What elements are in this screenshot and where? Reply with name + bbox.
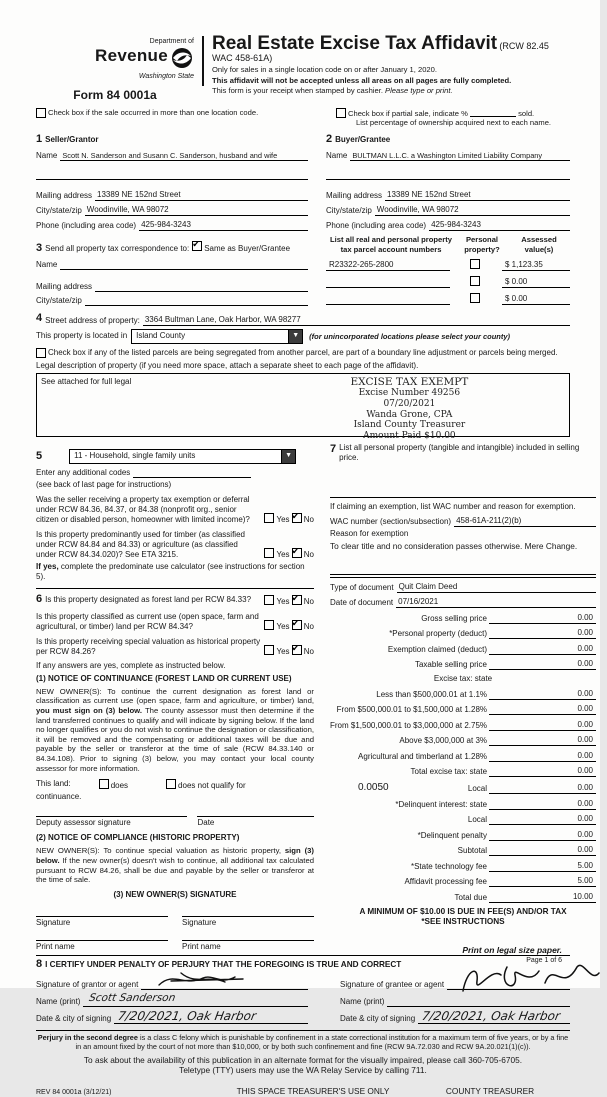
personal-property-checkbox-2[interactable]	[470, 276, 480, 286]
agricultural-value[interactable]: 0.00	[547, 751, 596, 762]
total-due-value[interactable]: 10.00	[547, 892, 596, 903]
county-treasurer: COUNTY TREASURER	[445, 1085, 535, 1096]
form-rcw: (RCW 82.45 WAC 458-61A)	[212, 41, 549, 63]
seller-name-field[interactable]: Scott N. Sanderson and Susann C. Sanderson, husband and wife	[60, 151, 308, 161]
notice2-pre: NEW OWNER(S): To continue special valuation as historic property,	[36, 846, 285, 856]
county-note: (for unincorporated locations please select your county)	[309, 331, 511, 341]
section1-number: 1	[36, 133, 43, 146]
land-does-not-label: does not qualify for	[178, 781, 246, 791]
s5q1-yes-checkbox[interactable]	[264, 513, 274, 523]
partial-sale-percent-field[interactable]	[470, 108, 516, 117]
s5q2-yes-label: Yes	[276, 549, 290, 559]
stamp-line-6: Amount Paid $10.00	[363, 430, 456, 441]
personal-property-checkbox-3[interactable]	[470, 293, 480, 303]
print-name-label-2: Print name	[182, 941, 221, 951]
taxable-selling-price-value[interactable]: 0.00	[547, 659, 596, 670]
rev-number: REV 84 0001a (3/12/21)	[36, 1088, 112, 1096]
tier2-label: From $500,000.01 to $1,500,000 at 1.28%	[336, 705, 488, 715]
assessed-value-field-3[interactable]: $ 0.00	[502, 294, 570, 305]
s5q1-no-label: No	[303, 514, 314, 524]
grantor-name-print-label: Name (print)	[36, 996, 81, 1006]
state-technology-fee-value[interactable]: 5.00	[547, 861, 596, 872]
buyer-phone-field[interactable]: 425-984-3243	[429, 220, 570, 231]
local2-label: Local	[467, 815, 488, 825]
seller-phone-label: Phone (including area code)	[36, 221, 137, 231]
local-label: Local	[467, 784, 488, 794]
land-does-not-checkbox[interactable]	[166, 779, 176, 789]
s6q1-yes-checkbox[interactable]	[264, 595, 274, 605]
section4-number: 4	[36, 312, 43, 325]
parcel-col1-header: List all real and personal property tax parcel account numbers	[330, 235, 452, 254]
section3-mailing-field[interactable]	[95, 282, 308, 292]
section5-number: 5	[36, 449, 43, 462]
dor-swirl-icon	[170, 47, 194, 72]
reason-exemption-extra-line[interactable]	[330, 565, 596, 575]
exemption-claimed-label: Exemption claimed (deduct)	[387, 644, 488, 654]
grantor-date-city-label: Date & city of signing	[36, 1013, 112, 1023]
buyer-city-field[interactable]: Woodinville, WA 98072	[375, 205, 570, 216]
buyer-name-field[interactable]: BULTMAN L.L.C. a Washington Limited Liability Company	[350, 151, 570, 161]
subtitle-1: Only for sales in a single location code on or after January 1, 2020.	[212, 65, 437, 75]
land-does-checkbox[interactable]	[99, 779, 109, 789]
tier4-label: Above $3,000,000 at 3%	[399, 736, 488, 746]
seller-city-field[interactable]: Woodinville, WA 98072	[85, 205, 308, 216]
section5-q1-text: Was the seller receiving a property tax exemption or deferral under RCW 84.36, 84.37, or 84.38 (nonprofit org., senior citizen or disabled person, homeowner with limited income)?	[36, 494, 250, 524]
use-code-select[interactable]	[69, 449, 296, 464]
grantor-date-city-field[interactable]	[114, 1008, 308, 1024]
stamp-line-4: Wanda Grone, CPA	[366, 409, 453, 420]
section1-title: Seller/Grantor	[45, 135, 99, 145]
buyer-city-label: City/state/zip	[326, 206, 372, 216]
wac-field[interactable]: 458-61A-211(2)(b)	[454, 516, 596, 527]
s6q2-yes-checkbox[interactable]	[264, 620, 274, 630]
logo-washington-state: Washington State	[138, 72, 194, 80]
section6-q1-text: Is this property designated as forest land per RCW 84.33?	[45, 594, 252, 604]
s6q3-no-label: No	[303, 646, 314, 656]
partial-sale-suffix: sold.	[518, 108, 535, 118]
same-as-buyer-checkbox[interactable]	[192, 241, 202, 251]
this-land-label: This land:	[36, 779, 71, 789]
section3-city-field[interactable]	[85, 296, 308, 306]
notice1-pre: NEW OWNER(S): To continue the current designation as forest land or classification as current use (open space, farm and agriculture, or timber) land,	[36, 686, 314, 706]
print-legal-note: Print on legal size paper.	[462, 944, 562, 955]
s5q2-yes-checkbox[interactable]	[264, 548, 274, 558]
buyer-name-label: Name	[326, 151, 348, 161]
new-owner-signature-1[interactable]	[36, 916, 168, 928]
s6q2-no-checkbox[interactable]	[292, 620, 302, 630]
new-owner-printname-1[interactable]	[36, 940, 168, 952]
section6-q2-text: Is this property classified as current use (open space, farm and agricultural, or timber) land per RCW 84.34?	[36, 611, 259, 631]
section3-mailing-label: Mailing address	[36, 282, 93, 292]
form-number: Form 84 0001a	[73, 87, 157, 102]
section3-name-label: Name	[36, 260, 58, 270]
stamp-line-1: EXCISE TAX EXEMPT	[350, 375, 469, 388]
section3-label: Send all property tax correspondence to:	[45, 244, 190, 254]
gross-selling-price-label: Gross selling price	[421, 613, 488, 623]
section6-note: If any answers are yes, complete as instructed below.	[36, 660, 226, 670]
total-excise-state-value[interactable]: 0.00	[547, 766, 596, 777]
buyer-mailing-field[interactable]: 13389 NE 152nd Street	[385, 190, 570, 201]
stamp-line-2: Excise Number 49256	[358, 388, 461, 399]
section7-label: List all personal property (tangible and intangible) included in selling price.	[339, 442, 580, 462]
agricultural-label: Agricultural and timberland at 1.28%	[358, 751, 488, 761]
parcel-row	[326, 276, 570, 288]
local2-value[interactable]: 0.00	[547, 814, 596, 825]
section2-number: 2	[326, 133, 333, 146]
stamp-line-5: Island County Treasurer	[353, 420, 466, 431]
perjury-bold: Perjury in the second degree	[37, 1032, 138, 1042]
grantor-date-handwriting: 7/20/2021, Oak Harbor	[117, 1008, 258, 1023]
wac-label: WAC number (section/subsection)	[330, 516, 452, 526]
buyer-phone-label: Phone (including area code)	[326, 221, 427, 231]
additional-codes-note: (see back of last page for instructions)	[36, 479, 172, 489]
s6q1-no-checkbox[interactable]	[292, 595, 302, 605]
tier1-value[interactable]: 0.00	[547, 689, 596, 700]
tier1-label: Less than $500,000.01 at 1.1%	[376, 689, 488, 699]
grantor-signature-field[interactable]	[141, 980, 308, 990]
subtitle-3: This form is your receipt when stamped by cashier.	[212, 86, 386, 96]
header-divider	[202, 36, 204, 86]
alt-format-note: To ask about the availability of this publication in an alternate format for the visually impaired, please call 360-705-6705. Teletype (TTY) users may use the WA Relay Service by calling 711.	[83, 1054, 523, 1076]
see-instructions-note: *SEE INSTRUCTIONS	[421, 917, 505, 927]
notice1-bold: you must sign on (3) below.	[36, 705, 142, 715]
personal-property-checkbox-1[interactable]	[470, 259, 480, 269]
grantee-date-city-field[interactable]	[418, 1008, 570, 1024]
street-address-field[interactable]: 3364 Bultman Lane, Oak Harbor, WA 98277	[143, 315, 570, 326]
section2-title: Buyer/Grantee	[335, 135, 391, 145]
seller-mailing-label: Mailing address	[36, 191, 93, 201]
parcel-number-field-2[interactable]	[326, 278, 450, 288]
deputy-date-label: Date	[197, 818, 215, 828]
partial-sale-note: List percentage of ownership acquired next to each name.	[356, 117, 552, 127]
subtotal-label: Subtotal	[457, 846, 488, 856]
notice1-title: (1) NOTICE OF CONTINUANCE (FOREST LAND OR CURRENT USE)	[36, 673, 292, 683]
doc-type-label: Type of document	[330, 583, 394, 593]
use-code-dropdown-arrow-icon[interactable]: ▼	[281, 450, 295, 463]
s6q3-yes-checkbox[interactable]	[264, 645, 274, 655]
doc-date-label: Date of document	[330, 598, 394, 608]
use-code-value: 11 - Household, single family units	[74, 450, 196, 460]
notice2-bold: sign (3) below.	[36, 846, 314, 865]
s5q1-yes-label: Yes	[276, 514, 290, 524]
additional-codes-field[interactable]	[133, 468, 251, 478]
local-value[interactable]: 0.00	[547, 783, 596, 794]
assessed-value-field[interactable]: $ 1,123.35	[502, 260, 570, 271]
s5q1-no-checkbox[interactable]	[292, 513, 302, 523]
subtitle-3-italic: Please type or print.	[385, 86, 453, 96]
delinquent-interest-state-value[interactable]: 0.00	[547, 799, 596, 810]
tier3-label: From $1,500,000.01 to $3,000,000 at 2.75%	[330, 720, 488, 730]
new-owner-signature-2[interactable]	[182, 916, 314, 928]
s6q3-no-checkbox[interactable]	[292, 645, 302, 655]
s5q2-no-label: No	[303, 549, 314, 559]
street-address-label: Street address of property:	[45, 315, 140, 325]
exemption-note: If claiming an exemption, list WAC number and reason for exemption.	[330, 501, 576, 511]
land-does-label: does	[110, 781, 129, 791]
page-number: Page 1 of 6	[526, 957, 562, 965]
parcel-row	[326, 259, 570, 271]
legal-description-box[interactable]	[36, 373, 570, 441]
taxable-selling-price-label: Taxable selling price	[414, 660, 488, 670]
total-due-label: Total due	[454, 892, 488, 902]
certify-statement: I CERTIFY UNDER PENALTY OF PERJURY THAT THE FOREGOING IS TRUE AND CORRECT	[45, 959, 402, 969]
section8-number: 8	[36, 957, 43, 970]
segregated-checkbox[interactable]	[36, 348, 46, 358]
seller-name2-field[interactable]	[36, 170, 308, 180]
continuance-label: continuance.	[36, 792, 82, 802]
parcel-col3-header: Assessed value(s)	[521, 235, 557, 254]
parcel-number-field[interactable]: R23322-265-2800	[326, 260, 450, 271]
excise-tax-state-header: Excise tax: state	[433, 674, 493, 684]
grantee-signature-icon	[457, 963, 607, 997]
signature-label-2: Signature	[182, 917, 217, 927]
print-name-label-1: Print name	[36, 941, 75, 951]
treasurer-stamp	[282, 376, 537, 441]
total-excise-state-label: Total excise tax: state	[410, 767, 488, 777]
notice2-title: (2) NOTICE OF COMPLIANCE (HISTORIC PROPERTY)	[36, 833, 240, 843]
dor-logo	[36, 34, 194, 103]
perjury-rest: is a class C felony which is punishable by confinement in a state correctional institution for a maximum term of five years, or by a fine in an amount fixed by the court of not more than $10,000, or by both such confinement and fine (RCW 9A.72.030 and RCW 9A.20.021(1)(c)).	[75, 1032, 569, 1051]
grantee-signature-field[interactable]	[447, 980, 570, 990]
s6q2-yes-label: Yes	[276, 621, 290, 631]
treasurer-use-only: THIS SPACE TREASURER'S USE ONLY	[236, 1085, 390, 1096]
located-in-label: This property is located in	[36, 331, 128, 341]
delinquent-penalty-value[interactable]: 0.00	[547, 830, 596, 841]
s6q1-yes-label: Yes	[276, 596, 290, 606]
assessed-value-field-2[interactable]: $ 0.00	[502, 277, 570, 288]
partial-sale-checkbox[interactable]	[336, 108, 346, 118]
grantee-date-city-label: Date & city of signing	[340, 1013, 416, 1023]
form-header	[36, 34, 570, 103]
deputy-assessor-label: Deputy assessor signature	[36, 818, 131, 828]
parcel-number-field-3[interactable]	[326, 295, 450, 305]
exemption-claimed-value[interactable]: 0.00	[547, 644, 596, 655]
buyer-name2-field[interactable]	[326, 170, 570, 180]
tier3-value[interactable]: 0.00	[547, 720, 596, 731]
gross-selling-price-value[interactable]: 0.00	[547, 613, 596, 624]
new-owner-printname-2[interactable]	[182, 940, 314, 952]
county-select-value: Island County	[136, 330, 186, 340]
segregated-label: Check box if any of the listed parcels are being segregated from another parcel, are part of a boundary line adjustment or parcels being merged.	[48, 347, 558, 357]
subtotal-value[interactable]: 0.00	[547, 845, 596, 856]
reason-exemption-label: Reason for exemption	[330, 528, 409, 538]
deputy-assessor-signature-line[interactable]	[36, 816, 187, 828]
delinquent-interest-state-label: *Delinquent interest: state	[395, 799, 488, 809]
s6q1-no-label: No	[303, 596, 314, 606]
doc-date-field[interactable]: 07/16/2021	[396, 597, 596, 608]
doc-type-field[interactable]: Quit Claim Deed	[397, 582, 596, 593]
multi-location-label: Check box if the sale occurred in more than one location code.	[48, 107, 259, 117]
grantee-date-handwriting: 7/20/2021, Oak Harbor	[421, 1008, 562, 1023]
parcel-row	[326, 293, 570, 305]
notice3-title: (3) NEW OWNER(S) SIGNATURE	[113, 889, 237, 899]
grantee-name-print-label: Name (print)	[340, 996, 385, 1006]
subtitle-2: This affidavit will not be accepted unless all areas on all pages are fully completed.	[212, 75, 512, 85]
reason-exemption-text[interactable]: To clear title and no consideration passes otherwise. Mere Change.	[330, 540, 578, 551]
section6-number: 6	[36, 592, 43, 605]
form-title: Real Estate Excise Tax Affidavit	[212, 33, 498, 54]
additional-codes-label: Enter any additional codes	[36, 467, 131, 477]
same-as-buyer-label: Same as Buyer/Grantee	[204, 244, 291, 254]
legal-description-text: See attached for full legal	[41, 376, 132, 386]
personal-property-deduct-label: *Personal property (deduct)	[389, 629, 488, 639]
section3-name-field[interactable]	[60, 260, 308, 270]
logo-department-of: Department of	[149, 38, 194, 45]
s6q2-no-label: No	[303, 621, 314, 631]
s5-ifyes-rest: complete the predominate use calculator (see instructions for section 5).	[36, 561, 305, 581]
parcel-col2-header: Personal property?	[464, 235, 500, 254]
section3-city-label: City/state/zip	[36, 296, 82, 306]
local-rate-value: 0.0050	[358, 781, 389, 793]
personal-property-deduct-value[interactable]: 0.00	[547, 628, 596, 639]
delinquent-penalty-label: *Delinquent penalty	[417, 830, 488, 840]
county-dropdown-arrow-icon[interactable]: ▼	[288, 330, 302, 343]
legal-description-label: Legal description of property (if you need more space, attach a separate sheet to each page of the affidavit).	[36, 360, 419, 370]
deputy-date-line[interactable]	[197, 816, 314, 828]
seller-city-label: City/state/zip	[36, 206, 82, 216]
stamp-line-3: 07/20/2021	[383, 398, 436, 409]
multi-location-checkbox[interactable]	[36, 108, 46, 118]
tier4-value[interactable]: 0.00	[547, 735, 596, 746]
buyer-mailing-label: Mailing address	[326, 191, 383, 201]
grantor-name-print-field[interactable]	[83, 992, 308, 1007]
section6-q3-text: Is this property receiving special valuation as historical property per RCW 84.26?	[36, 636, 261, 656]
tier2-value[interactable]: 0.00	[547, 704, 596, 715]
state-technology-fee-label: *State technology fee	[410, 861, 488, 871]
section5-q2-text: Is this property predominantly used for timber (as classified under RCW 84.84 and 84.33) or agriculture (as classified under RCW 84.34.020)? See ETA 3215.	[36, 529, 245, 559]
section7-number: 7	[330, 442, 337, 455]
seller-phone-field[interactable]: 425-984-3243	[139, 220, 308, 231]
notice2-post: If the new owner(s) doesn't wish to continue, all additional tax calculated pursuant to RCW 84.26, shall be due and payable by the seller or transferor at the time of sale.	[36, 855, 314, 885]
county-select[interactable]	[131, 329, 303, 344]
section3-number: 3	[36, 242, 43, 255]
minimum-due-note: A MINIMUM OF $10.00 IS DUE IN FEE(S) AND/OR TAX	[359, 906, 567, 916]
affidavit-processing-fee-label: Affidavit processing fee	[404, 877, 488, 887]
grantor-signature-icon	[151, 969, 271, 993]
s5-ifyes-bold: If yes,	[36, 561, 59, 571]
grantee-sig-label: Signature of grantee or agent	[340, 979, 445, 989]
affidavit-processing-fee-value[interactable]: 5.00	[547, 876, 596, 887]
signature-label-1: Signature	[36, 917, 71, 927]
grantee-name-print-field[interactable]	[387, 997, 570, 1007]
s5q2-no-checkbox[interactable]	[292, 548, 302, 558]
parcel-table	[326, 235, 570, 305]
notice1-post: The county assessor must then determine if the land transferred continues to qualify and will indicate by signing below. If the land no longer qualifies or you do not wish to continue the designation or classification, it will be removed and the compensating or additional taxes will be due and payable by the seller or transferor at the time of sale (RCW 84.33.140 or 84.34.108). Prior to signing (3) below, you may contact your local county assessor for more information.	[36, 705, 314, 773]
seller-mailing-field[interactable]: 13389 NE 152nd Street	[95, 190, 308, 201]
logo-revenue: Revenue	[95, 46, 168, 66]
s6q3-yes-label: Yes	[276, 646, 290, 656]
partial-sale-label: Check box if partial sale, indicate %	[348, 108, 468, 118]
grantor-name-handwriting: Scott Sanderson	[88, 992, 177, 1005]
grantor-sig-label: Signature of grantor or agent	[36, 979, 139, 989]
seller-name-label: Name	[36, 151, 58, 161]
